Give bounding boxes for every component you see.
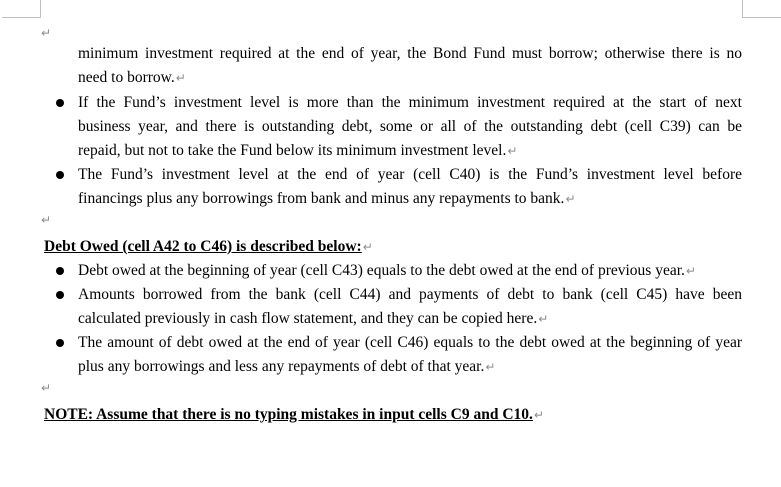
bullet-1-line-2: business year, and there is outstanding debt, some or all of the outstanding debt (cell C39) can be (78, 118, 742, 135)
empty-paragraph-mark: ↵ (41, 381, 52, 395)
debt-bullet-2-line-1: Amounts borrowed from the bank (cell C44) and payments of debt to bank (cell C45) have been (78, 286, 742, 303)
bullet-1-line-1: If the Fund’s investment level is more than the minimum investment required at the start of next (78, 94, 742, 111)
empty-paragraph-mark: ↵ (41, 213, 52, 227)
page-corner-marker-right (742, 0, 781, 18)
debt-owed-heading: Debt Owed (cell A42 to C46) is described below:↵ (44, 238, 373, 255)
debt-bullet-2-line-2: calculated previously in cash flow statement, and they can be copied here.↵ (78, 310, 549, 327)
empty-paragraph-mark: ↵ (41, 26, 52, 40)
bullet-point (56, 171, 64, 179)
debt-bullet-3-line-1: The amount of debt owed at the end of year (cell C46) equals to the debt owed at the beginning of year (78, 334, 742, 351)
bullet-point (56, 267, 64, 275)
debt-bullet-3-line-2: plus any borrowings and less any repayments of debt of that year.↵ (78, 358, 496, 375)
bullet-point (56, 99, 64, 107)
bullet-1-line-3: repaid, but not to take the Fund below its minimum investment level.↵ (78, 142, 518, 159)
page-corner-marker-left (2, 0, 41, 18)
bullet-point (56, 291, 64, 299)
intro-line-2: need to borrow.↵ (78, 69, 186, 86)
note-line: NOTE: Assume that there is no typing mistakes in input cells C9 and C10.↵ (44, 406, 544, 423)
debt-bullet-1-line-1: Debt owed at the beginning of year (cell C43) equals to the debt owed at the end of previous year.↵ (78, 262, 696, 279)
bullet-point (56, 339, 64, 347)
intro-line-1: minimum investment required at the end of year, the Bond Fund must borrow; otherwise there is no (78, 45, 742, 62)
bullet-2-line-1: The Fund’s investment level at the end of year (cell C40) is the Fund’s investment level before (78, 166, 742, 183)
bullet-2-line-2: financings plus any borrowings from bank and minus any repayments to bank.↵ (78, 190, 576, 207)
